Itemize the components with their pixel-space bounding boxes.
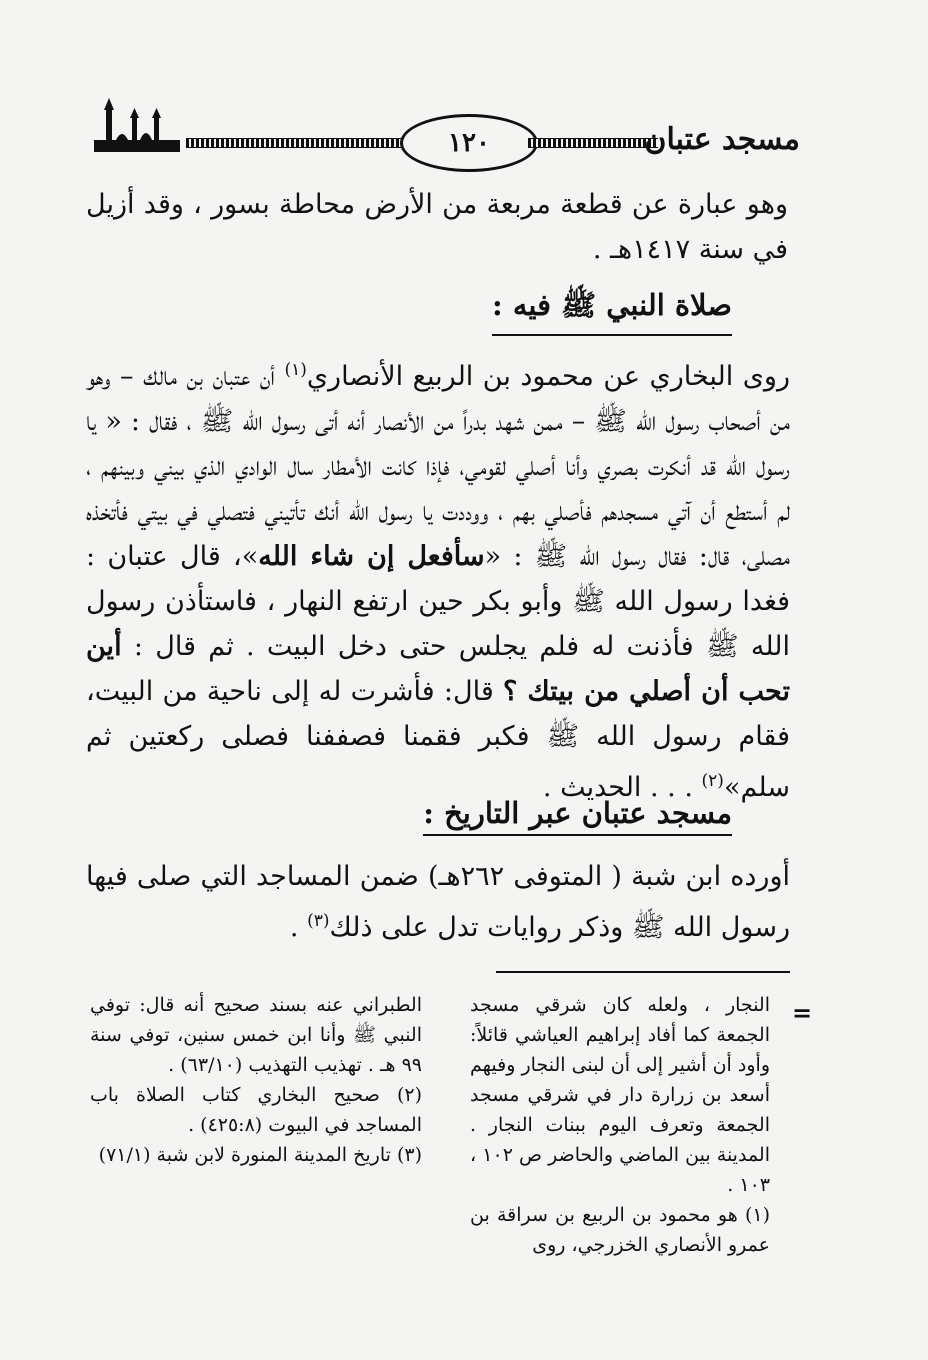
section-heading-history: مسجد عتبان عبر التاريخ : <box>423 796 732 836</box>
footnote-separator <box>496 971 790 973</box>
page-number: ١٢٠ <box>400 114 538 172</box>
footnote-1: (١) هو محمود بن الربيع بن سراقة بن عمرو الأنصاري الخزرجي، روى <box>470 1204 770 1256</box>
footnote-right-column <box>470 990 770 1260</box>
hadith-text-end: قال: فأشرت له إلى ناحية من البيت، فقام رسول الله ﷺ فكبر فقمنا فصففنا فصلى ركعتين ثم سلم» <box>86 676 791 803</box>
hadith-bold-quote-2: أين تحب أن أصلي من بيتك ؟ <box>86 631 790 707</box>
hadith-text-tail: . . . الحديث . <box>542 772 702 803</box>
footnote-2: (٢) صحيح البخاري كتاب الصلاة باب المساجد في البيوت (٤٢٥:٨) . <box>90 1084 422 1136</box>
section-heading-prayer: صلاة النبي ﷺ فيه : <box>492 288 732 336</box>
page-header <box>88 96 800 166</box>
history-text-tail: . <box>289 912 308 943</box>
hadith-paragraph <box>86 348 790 810</box>
intro-paragraph: وهو عبارة عن قطعة مربعة من الأرض محاطة بسور ، وقد أزيل في سنة ١٤١٧هـ . <box>86 189 788 265</box>
footnote-ref-3: (٣) <box>307 911 330 931</box>
hadith-text-mid2: »، قال عتبان : فغدا رسول الله ﷺ وأبو بكر حين ارتفع النهار ، فاستأذن رسول الله ﷺ فأذنت له فلم يجلس حتى دخل البيت . ثم قال : <box>86 541 790 662</box>
footnote-3: (٣) تاريخ المدينة المنورة لابن شبة (٧١/١) <box>98 1144 422 1166</box>
decorative-chain-left <box>186 138 406 148</box>
decorative-chain-right <box>528 138 658 148</box>
history-paragraph <box>86 854 790 950</box>
footnote-continuation-left: الطبراني عنه بسند صحيح أنه قال: توفي النبي ﷺ وأنا ابن خمس سنين، توفي سنة ٩٩ هـ . تهذيب التهذيب (٦٣/١٠) . <box>90 994 422 1076</box>
hadith-bold-quote-1: سأفعل إن شاء الله <box>258 541 485 572</box>
history-text: أورده ابن شبة ( المتوفى ٢٦٢هـ) ضمن المساجد التي صلى فيها رسول الله ﷺ وذكر روايات تدل على ذلك <box>86 861 791 943</box>
hadith-text-mid: أن عتبان بن مالك – وهو من أصحاب رسول الله ﷺ – ممن شهد بدراً من الأنصار أنه أتى رسول الله ﷺ ، فقال : « يا رسول الله قد أنكرت بصري وأنا أصلي لقومي، فإذا كانت الأمطار سال الوادي الذي بيني وبينهم ، لم أستطع أن آتي مسجدهم فأصلي بهم ، ووددت يا رسول الله أنك تأتيني فتصلي في بيتي فأتخذه مصلى، قال: فقال رسول الله ﷺ : « <box>86 361 790 572</box>
footnote-continuation-text: النجار ، ولعله كان شرقي مسجد الجمعة كما أفاد إبراهيم العياشي قائلاً: وأود أن أشير إلى أن لبنى النجار وفيهم أسعد بن زرارة دار في شرقي مسجد الجمعة وتعرف اليوم ببنات النجار . المدينة بين الماضي والحاضر ص ١٠٢ ، ١٠٣ . <box>470 994 770 1196</box>
footnote-left-column <box>90 990 422 1170</box>
hadith-text-start: روى البخاري عن محمود بن الربيع الأنصاري <box>306 361 790 392</box>
footnote-ref-1: (١) <box>284 360 307 380</box>
running-title: مسجد عتبان <box>644 122 800 157</box>
footnote-ref-2: (٢) <box>701 771 724 791</box>
continuation-mark: = <box>792 998 813 1027</box>
mosque-icon <box>88 96 184 156</box>
